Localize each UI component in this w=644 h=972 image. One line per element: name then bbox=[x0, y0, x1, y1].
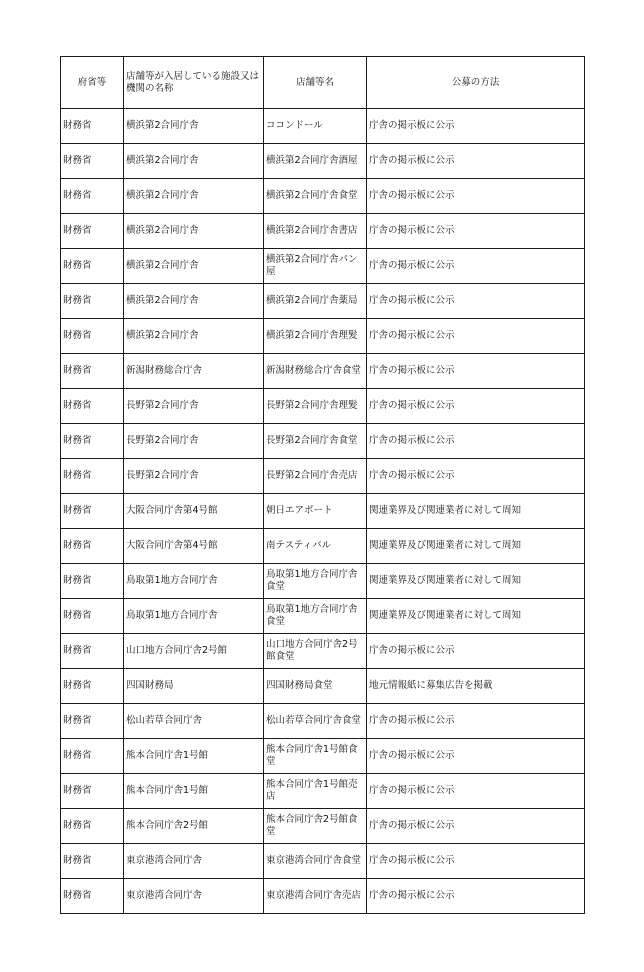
cell-store: 松山若草合同庁舎食堂 bbox=[264, 704, 367, 739]
cell-ministry: 財務省 bbox=[61, 319, 124, 354]
table-row bbox=[61, 354, 585, 389]
cell-method: 関連業界及び関連業者に対して周知 bbox=[367, 494, 585, 529]
cell-facility: 熊本合同庁舎1号館 bbox=[124, 774, 264, 809]
table-row bbox=[61, 704, 585, 739]
header-method: 公募の方法 bbox=[367, 57, 585, 109]
cell-method: 庁舎の掲示板に公示 bbox=[367, 774, 585, 809]
cell-facility: 横浜第2合同庁舎 bbox=[124, 319, 264, 354]
cell-method: 庁舎の掲示板に公示 bbox=[367, 844, 585, 879]
cell-facility: 鳥取第1地方合同庁舎 bbox=[124, 599, 264, 634]
cell-ministry: 財務省 bbox=[61, 844, 124, 879]
table-row bbox=[61, 494, 585, 529]
cell-store: 熊本合同庁舎1号館売店 bbox=[264, 774, 367, 809]
cell-facility: 横浜第2合同庁舎 bbox=[124, 109, 264, 144]
cell-store: 南テスティバル bbox=[264, 529, 367, 564]
cell-method: 庁舎の掲示板に公示 bbox=[367, 424, 585, 459]
cell-ministry: 財務省 bbox=[61, 704, 124, 739]
table-row bbox=[61, 424, 585, 459]
table-row bbox=[61, 564, 585, 599]
cell-store: 熊本合同庁舎1号館食堂 bbox=[264, 739, 367, 774]
table-row bbox=[61, 144, 585, 179]
header-row bbox=[61, 57, 585, 109]
cell-store: 長野第2合同庁舎売店 bbox=[264, 459, 367, 494]
table-row bbox=[61, 844, 585, 879]
cell-facility: 横浜第2合同庁舎 bbox=[124, 179, 264, 214]
cell-ministry: 財務省 bbox=[61, 774, 124, 809]
table-row bbox=[61, 634, 585, 669]
table-row bbox=[61, 739, 585, 774]
cell-facility: 鳥取第1地方合同庁舎 bbox=[124, 564, 264, 599]
stores-table bbox=[60, 56, 585, 914]
cell-method: 庁舎の掲示板に公示 bbox=[367, 179, 585, 214]
cell-store: 熊本合同庁舎2号館食堂 bbox=[264, 809, 367, 844]
table-row bbox=[61, 809, 585, 844]
cell-store: 四国財務局食堂 bbox=[264, 669, 367, 704]
cell-facility: 熊本合同庁舎2号館 bbox=[124, 809, 264, 844]
cell-ministry: 財務省 bbox=[61, 739, 124, 774]
cell-method: 地元情報紙に募集広告を掲載 bbox=[367, 669, 585, 704]
cell-store: 朝日エアポート bbox=[264, 494, 367, 529]
cell-ministry: 財務省 bbox=[61, 459, 124, 494]
cell-method: 関連業界及び関連業者に対して周知 bbox=[367, 599, 585, 634]
cell-store: 鳥取第1地方合同庁舎食堂 bbox=[264, 599, 367, 634]
cell-method: 庁舎の掲示板に公示 bbox=[367, 354, 585, 389]
table-row bbox=[61, 529, 585, 564]
table-row bbox=[61, 109, 585, 144]
cell-facility: 熊本合同庁舎1号館 bbox=[124, 739, 264, 774]
cell-store: 横浜第2合同庁舎理髪 bbox=[264, 319, 367, 354]
cell-ministry: 財務省 bbox=[61, 634, 124, 669]
cell-method: 庁舎の掲示板に公示 bbox=[367, 634, 585, 669]
cell-ministry: 財務省 bbox=[61, 179, 124, 214]
cell-facility: 横浜第2合同庁舎 bbox=[124, 144, 264, 179]
table-row bbox=[61, 459, 585, 494]
cell-method: 庁舎の掲示板に公示 bbox=[367, 144, 585, 179]
cell-facility: 山口地方合同庁舎2号館 bbox=[124, 634, 264, 669]
cell-ministry: 財務省 bbox=[61, 144, 124, 179]
cell-store: 長野第2合同庁舎食堂 bbox=[264, 424, 367, 459]
table-row bbox=[61, 249, 585, 284]
table-row bbox=[61, 319, 585, 354]
cell-ministry: 財務省 bbox=[61, 214, 124, 249]
cell-ministry: 財務省 bbox=[61, 879, 124, 914]
cell-ministry: 財務省 bbox=[61, 109, 124, 144]
table-row bbox=[61, 879, 585, 914]
cell-facility: 横浜第2合同庁舎 bbox=[124, 214, 264, 249]
table-row bbox=[61, 774, 585, 809]
cell-facility: 大阪合同庁舎第4号館 bbox=[124, 529, 264, 564]
cell-method: 庁舎の掲示板に公示 bbox=[367, 879, 585, 914]
table-row bbox=[61, 179, 585, 214]
cell-method: 庁舎の掲示板に公示 bbox=[367, 319, 585, 354]
cell-facility: 横浜第2合同庁舎 bbox=[124, 249, 264, 284]
cell-facility: 四国財務局 bbox=[124, 669, 264, 704]
cell-method: 関連業界及び関連業者に対して周知 bbox=[367, 529, 585, 564]
cell-ministry: 財務省 bbox=[61, 809, 124, 844]
table-row bbox=[61, 389, 585, 424]
cell-facility: 大阪合同庁舎第4号館 bbox=[124, 494, 264, 529]
cell-facility: 長野第2合同庁舎 bbox=[124, 424, 264, 459]
cell-ministry: 財務省 bbox=[61, 564, 124, 599]
cell-store: 横浜第2合同庁舎酒屋 bbox=[264, 144, 367, 179]
cell-method: 庁舎の掲示板に公示 bbox=[367, 109, 585, 144]
cell-store: 長野第2合同庁舎理髪 bbox=[264, 389, 367, 424]
table-header bbox=[61, 57, 585, 109]
cell-ministry: 財務省 bbox=[61, 389, 124, 424]
cell-method: 庁舎の掲示板に公示 bbox=[367, 704, 585, 739]
cell-store: 横浜第2合同庁舎薬局 bbox=[264, 284, 367, 319]
cell-method: 庁舎の掲示板に公示 bbox=[367, 459, 585, 494]
cell-facility: 東京港湾合同庁舎 bbox=[124, 844, 264, 879]
header-ministry: 府省等 bbox=[61, 57, 124, 109]
table-body bbox=[61, 109, 585, 914]
cell-ministry: 財務省 bbox=[61, 494, 124, 529]
cell-store: 鳥取第1地方合同庁舎食堂 bbox=[264, 564, 367, 599]
table-row bbox=[61, 669, 585, 704]
cell-ministry: 財務省 bbox=[61, 599, 124, 634]
cell-store: 東京港湾合同庁舎売店 bbox=[264, 879, 367, 914]
cell-store: 横浜第2合同庁舎パン屋 bbox=[264, 249, 367, 284]
cell-ministry: 財務省 bbox=[61, 284, 124, 319]
cell-store: 山口地方合同庁舎2号館食堂 bbox=[264, 634, 367, 669]
cell-store: 横浜第2合同庁舎書店 bbox=[264, 214, 367, 249]
cell-method: 庁舎の掲示板に公示 bbox=[367, 739, 585, 774]
cell-facility: 長野第2合同庁舎 bbox=[124, 389, 264, 424]
cell-store: ココンドール bbox=[264, 109, 367, 144]
cell-ministry: 財務省 bbox=[61, 354, 124, 389]
cell-store: 横浜第2合同庁舎食堂 bbox=[264, 179, 367, 214]
cell-ministry: 財務省 bbox=[61, 669, 124, 704]
cell-facility: 長野第2合同庁舎 bbox=[124, 459, 264, 494]
header-facility: 店舗等が入居している施設又は機関の名称 bbox=[124, 57, 264, 109]
cell-facility: 東京港湾合同庁舎 bbox=[124, 879, 264, 914]
cell-method: 庁舎の掲示板に公示 bbox=[367, 249, 585, 284]
cell-facility: 新潟財務総合庁舎 bbox=[124, 354, 264, 389]
table-row bbox=[61, 214, 585, 249]
cell-ministry: 財務省 bbox=[61, 424, 124, 459]
cell-method: 庁舎の掲示板に公示 bbox=[367, 809, 585, 844]
cell-method: 関連業界及び関連業者に対して周知 bbox=[367, 564, 585, 599]
cell-method: 庁舎の掲示板に公示 bbox=[367, 389, 585, 424]
cell-facility: 横浜第2合同庁舎 bbox=[124, 284, 264, 319]
table-row bbox=[61, 284, 585, 319]
cell-ministry: 財務省 bbox=[61, 529, 124, 564]
header-store: 店舗等名 bbox=[264, 57, 367, 109]
cell-store: 新潟財務総合庁舎食堂 bbox=[264, 354, 367, 389]
cell-store: 東京港湾合同庁舎食堂 bbox=[264, 844, 367, 879]
cell-method: 庁舎の掲示板に公示 bbox=[367, 284, 585, 319]
cell-facility: 松山若草合同庁舎 bbox=[124, 704, 264, 739]
cell-method: 庁舎の掲示板に公示 bbox=[367, 214, 585, 249]
cell-ministry: 財務省 bbox=[61, 249, 124, 284]
table-row bbox=[61, 599, 585, 634]
